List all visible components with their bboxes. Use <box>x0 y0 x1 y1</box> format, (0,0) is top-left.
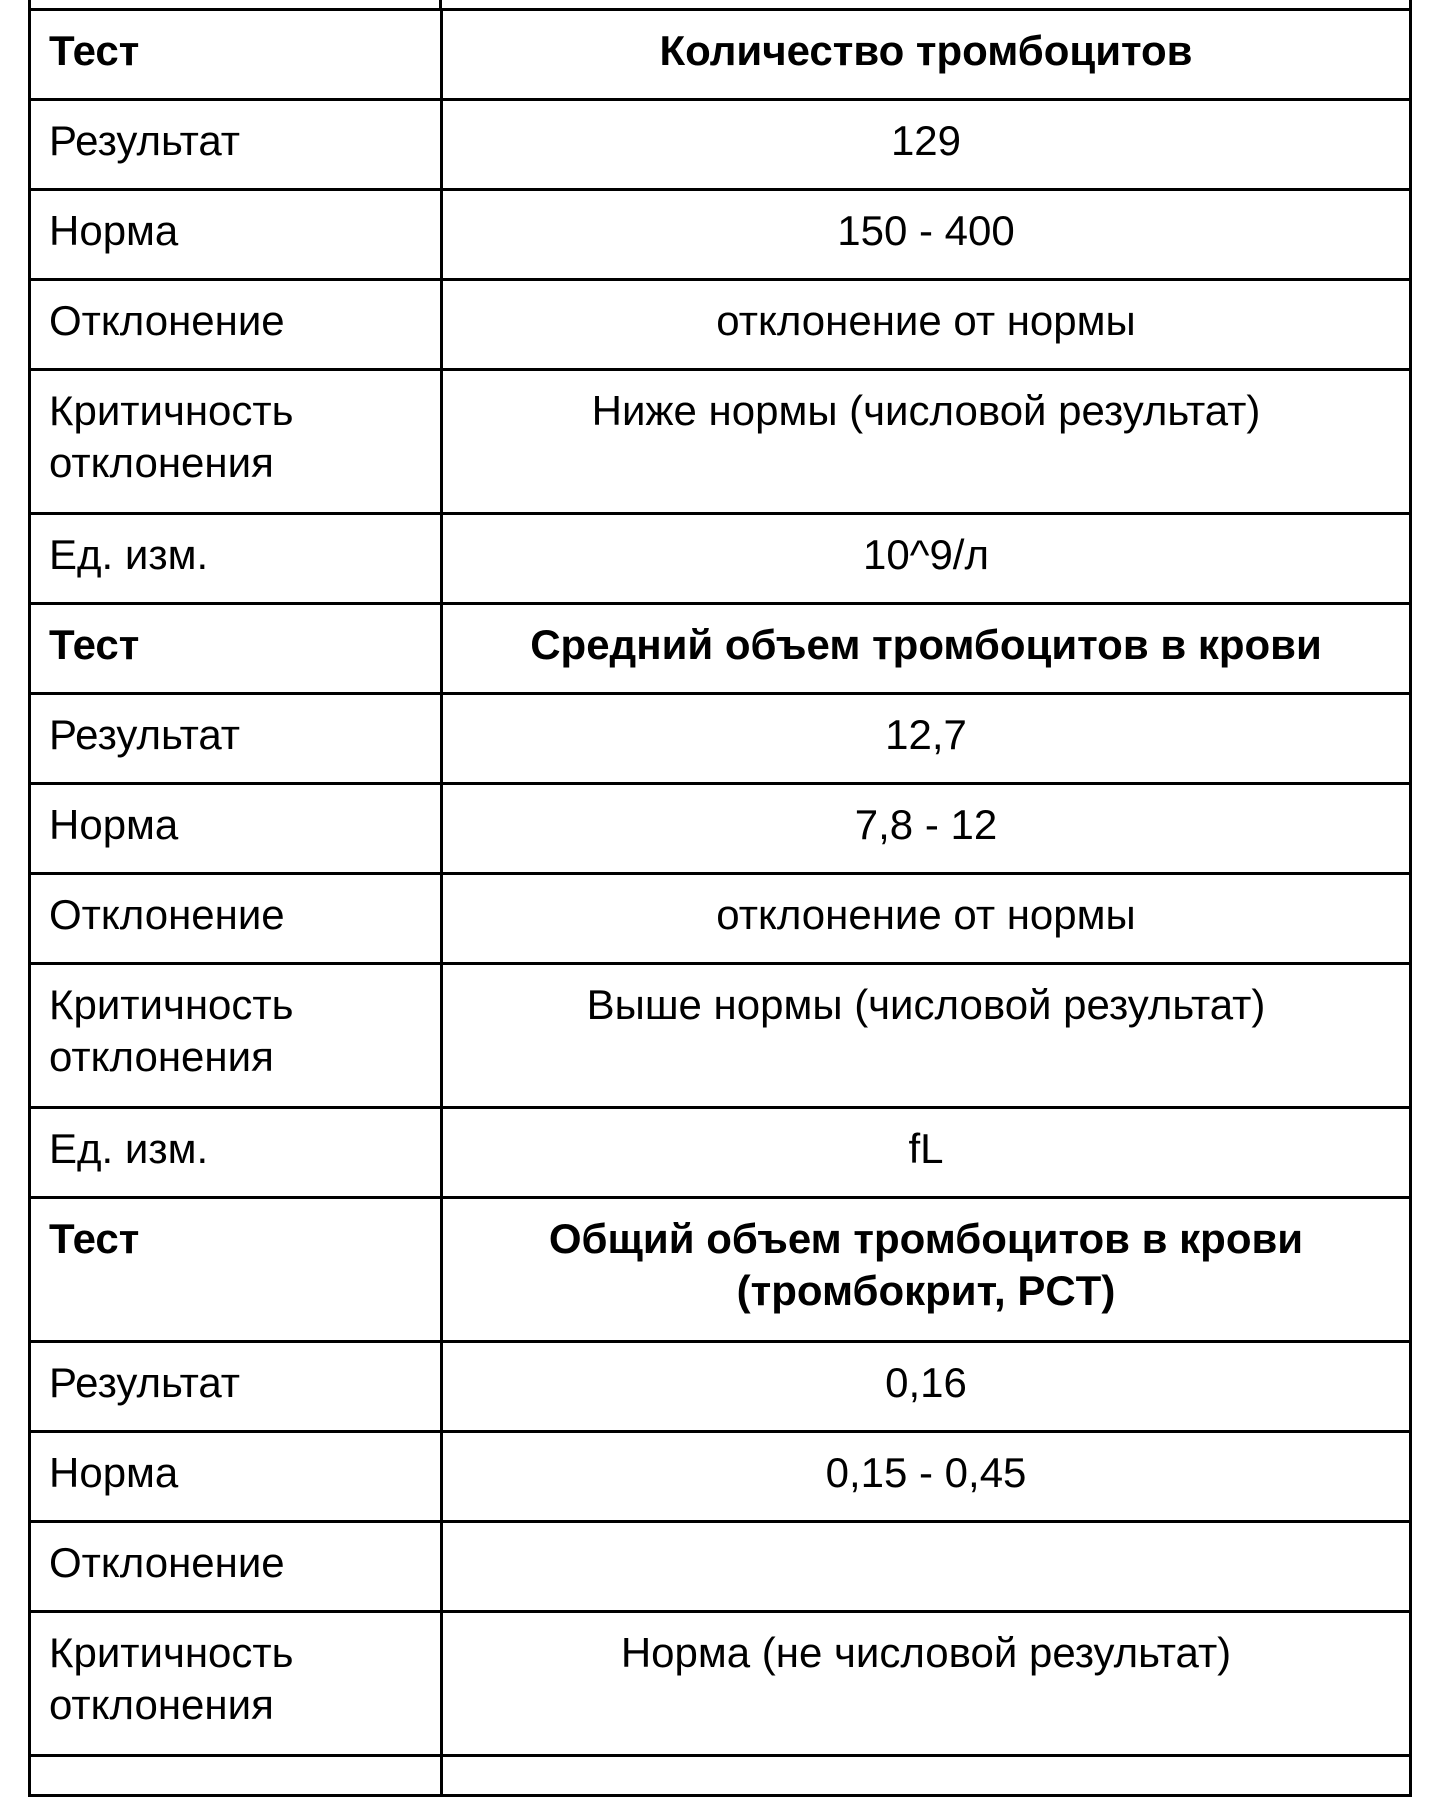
test-header-label: Тест <box>30 10 442 100</box>
row-value: отклонение от нормы <box>442 280 1411 370</box>
row-value-empty <box>442 1756 1411 1796</box>
row-label: Норма <box>30 784 442 874</box>
table-row <box>30 1522 1411 1612</box>
row-label: Ед. изм. <box>30 1108 442 1198</box>
test-name: Общий объем тромбоцитов в крови (тромбокрит, PCT) <box>442 1198 1411 1342</box>
row-value: 10^9/л <box>442 514 1411 604</box>
table-row <box>30 370 1411 514</box>
table-row <box>30 1612 1411 1756</box>
row-value: Ниже нормы (числовой результат) <box>442 370 1411 514</box>
test-header-row <box>30 604 1411 694</box>
table-row <box>30 694 1411 784</box>
test-name: Средний объем тромбоцитов в крови <box>442 604 1411 694</box>
row-value: 129 <box>442 100 1411 190</box>
row-label-empty <box>30 1756 442 1796</box>
test-name: Количество тромбоцитов <box>442 10 1411 100</box>
table-row <box>30 1432 1411 1522</box>
row-label: Ед. изм. <box>30 514 442 604</box>
row-label: Результат <box>30 100 442 190</box>
table-top-edge <box>28 0 1412 8</box>
row-value: Норма (не числовой результат) <box>442 1612 1411 1756</box>
row-label: Отклонение <box>30 874 442 964</box>
table-row <box>30 100 1411 190</box>
table-row <box>30 190 1411 280</box>
table-row <box>30 874 1411 964</box>
row-value: 0,15 - 0,45 <box>442 1432 1411 1522</box>
table-row <box>30 514 1411 604</box>
row-label: Критичность отклонения <box>30 370 442 514</box>
row-label: Результат <box>30 1342 442 1432</box>
table-row <box>30 784 1411 874</box>
row-value: 150 - 400 <box>442 190 1411 280</box>
row-value: Выше нормы (числовой результат) <box>442 964 1411 1108</box>
row-label: Норма <box>30 190 442 280</box>
row-label: Отклонение <box>30 280 442 370</box>
table-row-partial <box>30 1756 1411 1796</box>
row-value: fL <box>442 1108 1411 1198</box>
row-label: Отклонение <box>30 1522 442 1612</box>
row-value: 12,7 <box>442 694 1411 784</box>
table-row <box>30 1342 1411 1432</box>
row-label: Результат <box>30 694 442 784</box>
row-label: Критичность отклонения <box>30 1612 442 1756</box>
row-value: отклонение от нормы <box>442 874 1411 964</box>
row-value: 7,8 - 12 <box>442 784 1411 874</box>
row-value <box>442 1522 1411 1612</box>
row-label: Критичность отклонения <box>30 964 442 1108</box>
table-row <box>30 964 1411 1108</box>
row-value: 0,16 <box>442 1342 1411 1432</box>
test-header-row <box>30 10 1411 100</box>
test-header-label: Тест <box>30 1198 442 1342</box>
lab-results-table <box>28 8 1412 1797</box>
test-header-row <box>30 1198 1411 1342</box>
results-table-container <box>28 0 1412 1797</box>
table-row <box>30 280 1411 370</box>
table-row <box>30 1108 1411 1198</box>
test-header-label: Тест <box>30 604 442 694</box>
row-label: Норма <box>30 1432 442 1522</box>
